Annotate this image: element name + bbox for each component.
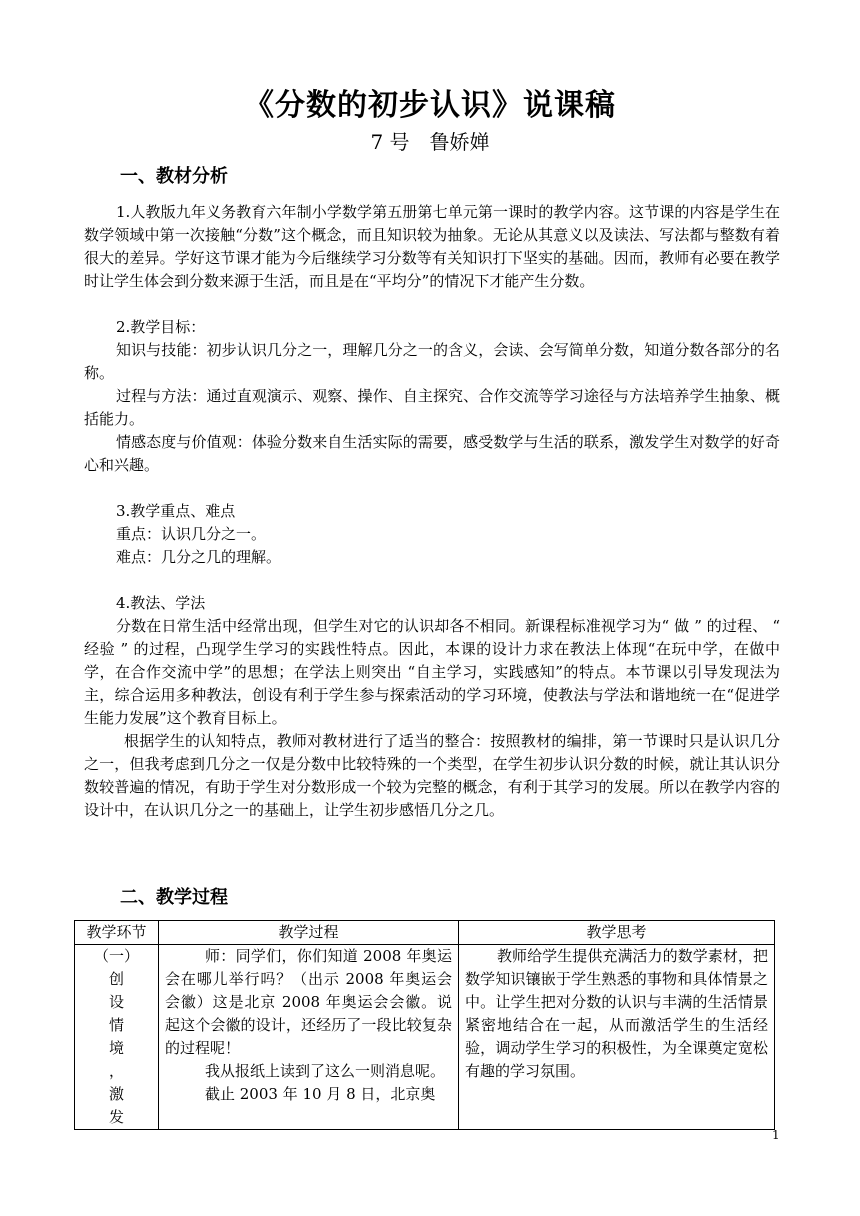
stage-char: （一） xyxy=(93,947,139,965)
stage-char: 境 xyxy=(108,1039,124,1057)
reflection-cell xyxy=(459,945,775,1130)
analysis-body xyxy=(84,201,780,822)
stage-char: 发 xyxy=(108,1108,124,1126)
stage-cell xyxy=(75,945,159,1130)
goal-process: 过程与方法：通过直观演示、观察、操作、自主探究、合作交流等学习途径与方法培养学生抽象、概括能力。 xyxy=(84,387,780,428)
header-reflection: 教学思考 xyxy=(459,921,775,945)
document-title: 《分数的初步认识》说课稿 xyxy=(244,88,616,123)
key-title: 3.教学重点、难点 xyxy=(116,502,236,520)
stage-char: 激 xyxy=(108,1085,124,1103)
stage-char: 设 xyxy=(108,993,124,1011)
paragraph-intro: 1.人教版九年义务教育六年制小学数学第五册第七单元第一课时的教学内容。这节课的内容是学生在数学领域中第一次接触“分数”这个概念，而且知识较为抽象。无论从其意义以及读法、写法都与整数有着很大的差异。学好这节课才能为今后继续学习分数等有关知识打下坚实的基础。因而，教师有必要在教学时让学生体会到分数来源于生活，而且是在“平均分”的情况下才能产生分数。 xyxy=(84,203,780,290)
method-paragraph: 分数在日常生活中经常出现，但学生对它的认识却各不相同。新课程标准视学习为“ 做 ” 的过程、 “ 经验 ” 的过程，凸现学生学习的实践性特点。因此，本课的设计力求在教法上体现“在玩中学，在做中学，在合作交流中学”的思想；在学法上则突出 “自主学习，实践感知”的特点。本节课以引导发现法为主，综合运用多种教法，创设有利于学生参与探索活动的学习环境，使教法与学法和谐地统一在“促进学生能力发展”这个教育目标上。 xyxy=(84,617,780,727)
goal-knowledge: 知识与技能：初步认识几分之一，理解几分之一的含义，会读、会写简单分数，知道分数各部分的名称。 xyxy=(84,341,780,382)
stage-char: 情 xyxy=(108,1016,124,1034)
section-heading-process: 二、教学过程 xyxy=(120,887,228,908)
table-header-row xyxy=(75,921,775,945)
author-line: 7 号 鲁娇婵 xyxy=(370,130,490,154)
goal-emotion: 情感态度与价值观：体验分数来自生活实际的需要，感受数学与生活的联系，激发学生对数学的好奇心和兴趣。 xyxy=(84,433,780,474)
table-row xyxy=(75,945,775,1130)
process-cell xyxy=(159,945,459,1130)
process-paragraph: 截止 2003 年 10 月 8 日，北京奥 xyxy=(205,1085,436,1103)
header-process: 教学过程 xyxy=(159,921,459,945)
stage-char: ， xyxy=(108,1062,124,1080)
process-paragraph: 师：同学们，你们知道 2008 年奥运会在哪儿举行吗？（出示 2008 年奥运会会徽）这是北京 2008 年奥运会会徽。说起这个会徽的设计，还经历了一段比较复杂的过程呢！ xyxy=(165,947,452,1057)
key-point: 重点：认识几分之一。 xyxy=(116,525,267,543)
goals-title: 2.教学目标： xyxy=(116,318,206,336)
integration-paragraph: 根据学生的认知特点，教师对教材进行了适当的整合：按照教材的编排，第一节课时只是认识几分之一，但我考虑到几分之一仅是分数中比较特殊的一个类型，在学生初步认识分数的时候，就让其认识分数较普遍的情况，有助于学生对分数形成一个较为完整的概念，有利于其学习的发展。所以在教学内容的设计中，在认识几分之一的基础上，让学生初步感悟几分之几。 xyxy=(84,732,780,819)
header-stage: 教学环节 xyxy=(75,921,159,945)
page-number: 1 xyxy=(772,1128,780,1142)
stage-char: 创 xyxy=(108,970,124,988)
difficulty-point: 难点：几分之几的理解。 xyxy=(116,548,282,566)
teaching-process-table xyxy=(74,920,775,1130)
section-heading-analysis: 一、教材分析 xyxy=(120,166,228,187)
method-title: 4.教法、学法 xyxy=(116,594,206,612)
reflection-paragraph: 教师给学生提供充满活力的数学素材，把数学知识镶嵌于学生熟悉的事物和具体情景之中。让学生把对分数的认识与丰满的生活情景紧密地结合在一起，从而激活学生的生活经验，调动学生学习的积极性，为全课奠定宽松有趣的学习氛围。 xyxy=(465,947,768,1080)
process-paragraph: 我从报纸上读到了这么一则消息呢。 xyxy=(205,1062,446,1080)
